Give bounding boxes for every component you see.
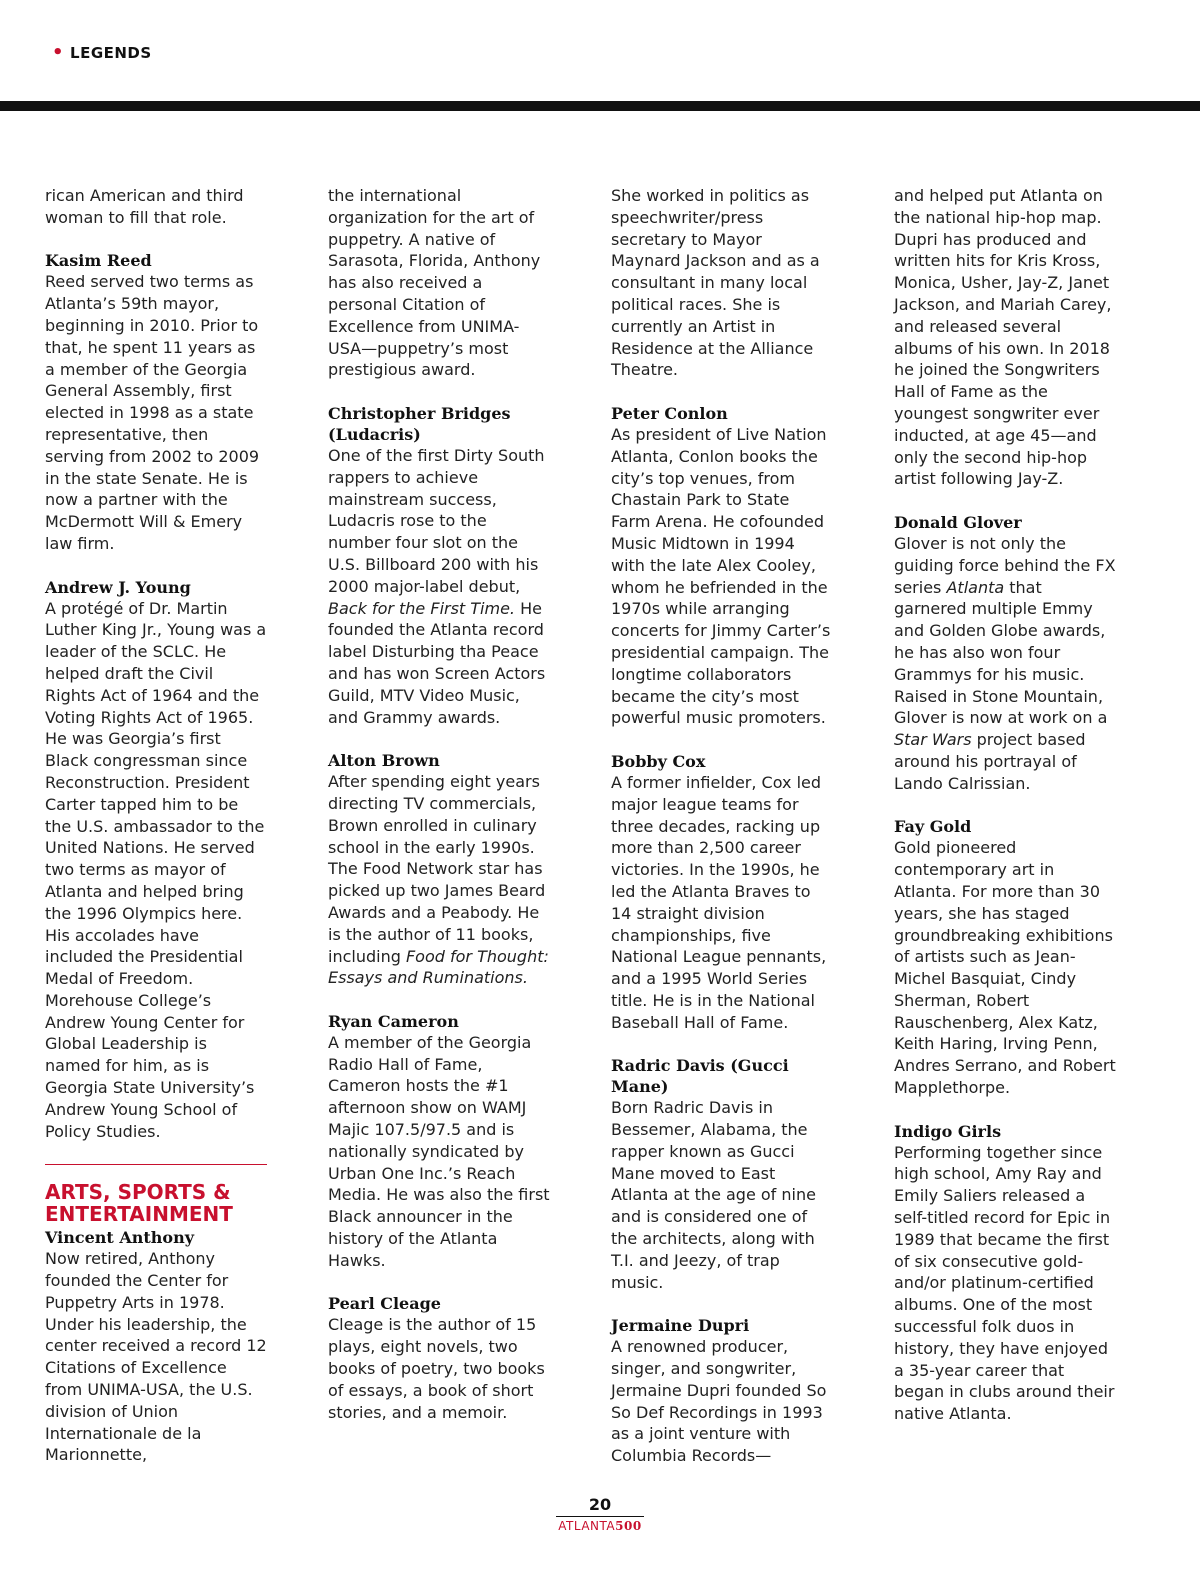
entry-name-peter-conlon: Peter Conlon: [611, 403, 728, 423]
continued-text: and helped put Atlanta on the national hip-hop map. Dupri has produced and written hits for Kris Kross, Monica, Usher, Jay-Z, Janet Jackson, and Mariah Carey, and released several albums of his own. In 2018 he joined the Songwriters Hall of Fame as the youngest songwriter ever inducted, at age 45—and only the second hip-hop artist following Jay-Z.: [894, 186, 1112, 489]
entry-name-ryan-cameron: Ryan Cameron: [328, 1011, 459, 1031]
section-header: [52, 42, 152, 63]
entry-bio-peter-conlon: As president of Live Nation Atlanta, Conlon books the city’s top venues, from Chastain Park to State Farm Arena. He cofounded Music Midtown in 1994 with the late Alex Cooley, whom he befriended in the 1970s while arranging concerts for Jimmy Carter’s presidential campaign. The longtime collaborators became the city’s most powerful music promoters.: [611, 424, 831, 728]
brand-mark: [550, 1519, 650, 1533]
bio-text: He founded the Atlanta record label Disturbing tha Peace and has won Screen Actors Guild, MTV Video Music, and Grammy awards.: [328, 598, 546, 727]
bio-text: After spending eight years directing TV commercials, Brown enrolled in culinary school in the early 1990s. The Food Network star has picked up two James Beard Awards and a Peabody. He is the author of 11 books, including: [328, 772, 546, 966]
footer-rule: [556, 1516, 644, 1517]
entry-name-andrew-young: Andrew J. Young: [45, 577, 191, 597]
bio-text: Glover is not only the guiding force behind the FX series: [894, 533, 1116, 597]
bio-text: project based around his portrayal of Lando Calrissian.: [894, 730, 1086, 793]
show-title: Atlanta: [946, 577, 1005, 597]
entry-name-bobby-cox: Bobby Cox: [611, 751, 706, 771]
entry-name-donald-glover: Donald Glover: [894, 512, 1022, 532]
entry-name-kasim-reed: Kasim Reed: [45, 251, 152, 271]
column-4: [894, 185, 1116, 1447]
entry-bio-pearl-cleage: Cleage is the author of 15 plays, eight novels, two books of poetry, two books of essays, a book of short stories, and a memoir.: [328, 1315, 545, 1422]
brand-number: 500: [615, 1519, 642, 1533]
page-number: 20: [588, 1495, 612, 1514]
entry-bio-jermaine-dupri: A renowned producer, singer, and songwriter, Jermaine Dupri founded So So Def Recordings in 1993 as a joint venture with Columbia Records—: [611, 1337, 827, 1466]
entry-name-alton-brown: Alton Brown: [328, 751, 440, 771]
header-rule: [0, 101, 1200, 111]
entry-bio-donald-glover: [894, 533, 1116, 795]
entry-bio-indigo-girls: Performing together since high school, Amy Ray and Emily Saliers released a self-titled record for Epic in 1989 that became the first of six consecutive gold- and/or platinum-certified albums. One of the most successful folk duos in history, they have enjoyed a 35-year career that began in clubs around their native Atlanta.: [894, 1142, 1115, 1424]
bullet-icon: •: [52, 42, 65, 63]
entry-bio-fay-gold: Gold pioneered contemporary art in Atlanta. For more than 30 years, she has staged groundbreaking exhibitions of artists such as Jean-Michel Basquiat, Cindy Sherman, Robert Rauschenberg, Alex Katz, Keith Haring, Irving Penn, Andres Serrano, and Robert Mapplethorpe.: [894, 838, 1116, 1098]
entry-bio-radric-davis: Born Radric Davis in Bessemer, Alabama, the rapper known as Gucci Mane moved to East Atlanta at the age of nine and is considered one of the architects, along with T.I. and Jeezy, of trap music.: [611, 1098, 816, 1292]
entry-bio-ryan-cameron: A member of the Georgia Radio Hall of Fame, Cameron hosts the #1 afternoon show on WAMJ Majic 107.5/97.5 and is nationally syndicated by Urban One Inc.’s Reach Media. He was also the first Black announcer in the history of the Atlanta Hawks.: [328, 1032, 550, 1270]
section-label: LEGENDS: [70, 44, 152, 62]
brand-city: ATLANTA: [558, 1519, 616, 1533]
entry-bio-andrew-young: A protégé of Dr. Martin Luther King Jr., Young was a leader of the SCLC. He helped draft the Civil Rights Act of 1964 and the Voting Rights Act of 1965. He was Georgia’s first Black congressman since Reconstruction. President Carter tapped him to be the U.S. ambassador to the United Nations. He served two terms as mayor of Atlanta and helped bring the 1996 Olympics here. His accolades have included the Presidential Medal of Freedom. Morehouse College’s Andrew Young Center for Global Leadership is named for him, as is Georgia State University’s Andrew Young School of Policy Studies.: [45, 598, 267, 1141]
album-title: Back for the First Time.: [328, 598, 516, 618]
column-2: [328, 185, 550, 1445]
section-title: ARTS, SPORTS & ENTERTAINMENT: [45, 1180, 233, 1227]
entry-name-ludacris: Christopher Bridges (Ludacris): [328, 403, 511, 444]
bio-text: that garnered multiple Emmy and Golden Globe awards, he has also won four Grammys for his music. Raised in Stone Mountain, Glover is now at work on a: [894, 577, 1108, 728]
column-1: [45, 185, 267, 1488]
continued-text: She worked in politics as speechwriter/press secretary to Mayor Maynard Jackson and as a consultant in many local political races. She is currently an Artist in Residence at the Alliance Theatre.: [611, 186, 820, 380]
entry-name-radric-davis: Radric Davis (Gucci Mane): [611, 1056, 789, 1097]
continued-text: the international organization for the art of puppetry. A native of Sarasota, Florida, Anthony has also received a personal Citation of Excellence from UNIMA-USA—puppetry’s most prestigious award.: [328, 186, 541, 380]
bio-text: One of the first Dirty South rappers to achieve mainstream success, Ludacris rose to the number four slot on the U.S. Billboard 200 with his 2000 major-label debut,: [328, 445, 545, 596]
entry-bio-bobby-cox: A former infielder, Cox led major league teams for three decades, racking up more than 2,500 career victories. In the 1990s, he led the Atlanta Braves to 14 straight division championships, five National League pennants, and a 1995 World Series title. He is in the National Baseball Hall of Fame.: [611, 772, 827, 1032]
column-3: [611, 185, 833, 1489]
entry-bio-ludacris: [328, 445, 550, 728]
entry-name-pearl-cleage: Pearl Cleage: [328, 1294, 441, 1314]
section-divider: [45, 1164, 267, 1165]
entry-bio-alton-brown: [328, 771, 550, 989]
entry-bio-vincent-anthony: Now retired, Anthony founded the Center for Puppetry Arts in 1978. Under his leadership, the center received a record 12 Citations of Excellence from UNIMA-USA, the U.S. division of Union Internationale de la Marionnette,: [45, 1249, 267, 1465]
entry-name-indigo-girls: Indigo Girls: [894, 1121, 1002, 1141]
entry-name-fay-gold: Fay Gold: [894, 817, 972, 837]
project-title: Star Wars: [894, 730, 972, 750]
page-footer: [550, 1494, 650, 1533]
entry-name-vincent-anthony: Vincent Anthony: [45, 1228, 195, 1248]
book-title: Food for Thought: Essays and Ruminations.: [328, 946, 549, 988]
entry-bio-kasim-reed: Reed served two terms as Atlanta’s 59th mayor, beginning in 2010. Prior to that, he spent 11 years as a member of the Georgia General Assembly, first elected in 1998 as a state representative, then serving from 2002 to 2009 in the state Senate. He is now a partner with the McDermott Will & Emery law firm.: [45, 272, 260, 553]
entry-name-jermaine-dupri: Jermaine Dupri: [611, 1316, 750, 1336]
continued-text: rican American and third woman to fill that role.: [45, 186, 244, 227]
